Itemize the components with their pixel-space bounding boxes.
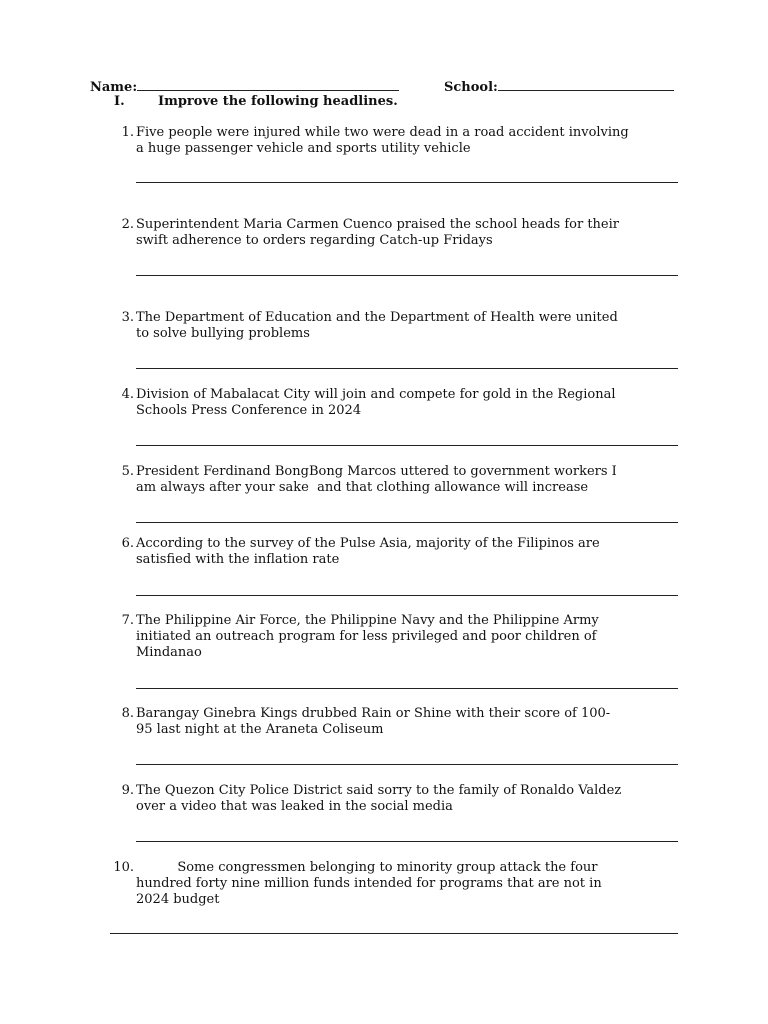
name-field [90,78,399,95]
item-number: 2. [121,217,134,232]
item-number: 1. [121,125,134,140]
item-number: 5. [121,464,134,479]
headline-text: According to the survey of the Pulse Asia, majority of the Filipinos are satisfied with the inflation rate [136,536,600,567]
headline-text: Division of Mabalacat City will join and compete for gold in the Regional Schools Press Conference in 2024 [136,387,616,418]
item-number: 6. [121,536,134,551]
answer-line[interactable] [136,275,678,276]
item-number: 9. [121,783,134,798]
answer-line[interactable] [136,445,678,446]
answer-line[interactable] [136,368,678,369]
section-heading [114,94,398,109]
item-number: 10. [113,860,134,875]
name-blank[interactable] [137,78,399,91]
section-title: Improve the following headlines. [158,94,398,109]
headline-text: President Ferdinand BongBong Marcos uttered to government workers I am always after your sake and that clothing allowance will increase [136,464,617,495]
headline-text: The Philippine Air Force, the Philippine Navy and the Philippine Army initiated an outreach program for less privileged and poor children of Mindanao [136,613,599,660]
school-label: School: [444,80,498,95]
item-number: 8. [121,706,134,721]
item-number: 7. [121,613,134,628]
headline-text: The Quezon City Police District said sorry to the family of Ronaldo Valdez over a video that was leaked in the social media [136,783,622,814]
headline-text: The Department of Education and the Department of Health were united to solve bullying problems [136,310,618,341]
answer-line[interactable] [136,688,678,689]
answer-line[interactable] [136,841,678,842]
school-blank[interactable] [498,78,674,91]
item-number: 4. [121,387,134,402]
headline-text: Some congressmen belonging to minority group attack the four hundred forty nine million funds intended for programs that are not in 2024 budget [136,860,602,907]
section-number: I. [114,94,125,109]
name-label: Name: [90,80,138,95]
school-field [444,78,674,95]
answer-line[interactable] [136,595,678,596]
answer-line[interactable] [136,764,678,765]
answer-line[interactable] [110,933,678,934]
headline-text: Five people were injured while two were dead in a road accident involving a huge passenger vehicle and sports utility vehicle [136,125,629,156]
answer-line[interactable] [136,182,678,183]
item-number: 3. [121,310,134,325]
headline-text: Superintendent Maria Carmen Cuenco praised the school heads for their swift adherence to orders regarding Catch-up Fridays [136,217,619,248]
answer-line[interactable] [136,522,678,523]
headline-text: Barangay Ginebra Kings drubbed Rain or Shine with their score of 100- 95 last night at the Araneta Coliseum [136,706,611,737]
